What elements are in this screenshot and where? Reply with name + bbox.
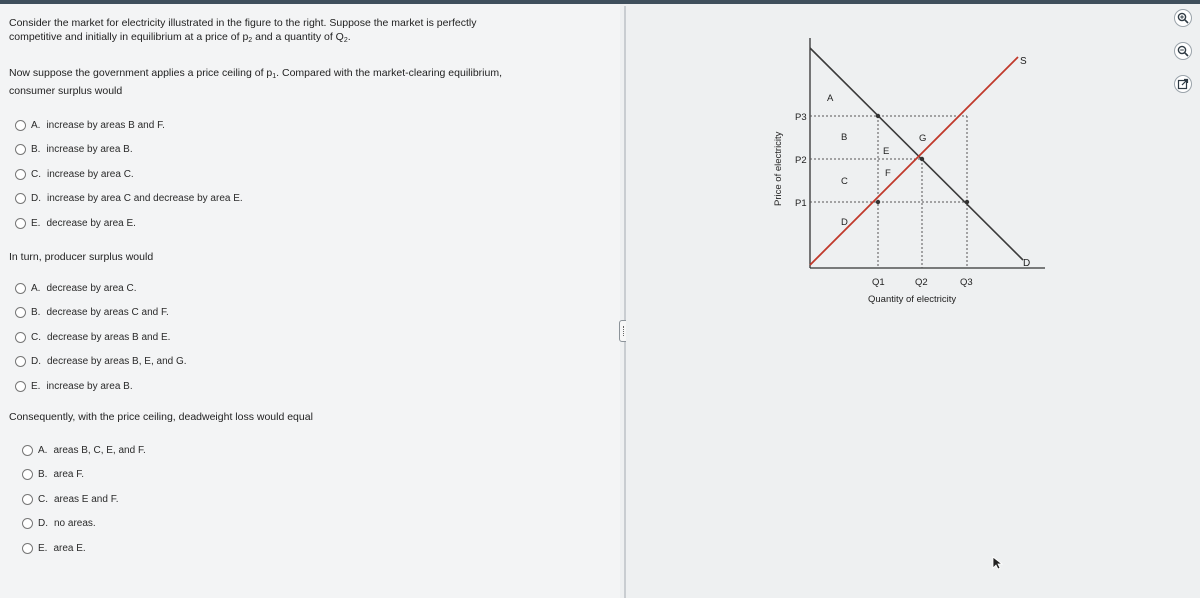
quantity-label-q3: Q3 <box>960 277 973 288</box>
option-text: decrease by areas C and F. <box>46 307 169 318</box>
area-label-c: C <box>841 176 848 187</box>
supply-demand-chart <box>755 38 1055 308</box>
zoom-out-icon[interactable] <box>1174 42 1192 60</box>
option-letter: D. <box>31 193 41 204</box>
option-text: decrease by area C. <box>46 282 137 294</box>
area-label-f: F <box>885 168 891 179</box>
popout-icon[interactable] <box>1174 75 1192 93</box>
deadweight_options-option-b[interactable] <box>22 468 84 482</box>
radio-button[interactable] <box>15 307 26 318</box>
option-text: increase by area C. <box>47 168 134 180</box>
question-pane <box>0 4 620 598</box>
option-text: increase by area C and decrease by area E. <box>47 193 243 204</box>
option-text: increase by area B. <box>46 380 133 392</box>
producer-surplus-prompt: In turn, producer surplus would <box>9 251 154 263</box>
option-text: decrease by areas B, E, and G. <box>47 356 187 367</box>
area-label-b: B <box>841 132 848 143</box>
option-letter: D. <box>31 356 41 367</box>
option-letter: D. <box>38 518 48 529</box>
deadweight_options-option-a[interactable] <box>22 443 146 457</box>
option-text: areas E and F. <box>54 493 119 505</box>
option-letter: C. <box>38 493 48 505</box>
option-letter: B. <box>31 144 41 155</box>
question-intro-line2: competitive and initially in equilibrium at a price of $p_2$ and a quantity of $Q_2$. <box>9 31 351 44</box>
zoom-in-icon[interactable] <box>1174 9 1192 27</box>
supply-curve <box>810 57 1018 265</box>
option-text: increase by area B. <box>46 144 133 155</box>
radio-button[interactable] <box>15 332 26 343</box>
option-letter: E. <box>31 380 41 392</box>
supply-label: S <box>1020 56 1027 67</box>
radio-button[interactable] <box>15 218 26 229</box>
deadweight_options-option-e[interactable] <box>22 541 86 555</box>
price-label-p3: P3 <box>795 112 807 123</box>
point-q1-p1 <box>876 200 880 204</box>
option-text: area E. <box>53 542 86 554</box>
area-label-a: A <box>827 93 834 104</box>
deadweight-loss-prompt: Consequently, with the price ceiling, deadweight loss would equal <box>9 411 313 423</box>
radio-button[interactable] <box>15 144 26 155</box>
radio-button[interactable] <box>15 193 26 204</box>
producer_surplus_options-option-d[interactable] <box>15 355 187 369</box>
producer_surplus_options-option-e[interactable] <box>15 379 133 393</box>
consumer_surplus_options-option-c[interactable] <box>15 167 134 181</box>
option-letter: A. <box>31 119 41 131</box>
radio-button[interactable] <box>22 469 33 480</box>
option-text: decrease by area E. <box>46 217 136 229</box>
consumer_surplus_options-option-b[interactable] <box>15 143 133 157</box>
radio-button[interactable] <box>22 543 33 554</box>
price-label-p1: P1 <box>795 198 807 209</box>
radio-button[interactable] <box>15 169 26 180</box>
deadweight_options-option-c[interactable] <box>22 492 118 506</box>
option-letter: C. <box>31 168 41 180</box>
radio-button[interactable] <box>22 518 33 529</box>
quantity-label-q2: Q2 <box>915 277 928 288</box>
option-letter: C. <box>31 331 41 343</box>
producer_surplus_options-option-c[interactable] <box>15 330 170 344</box>
option-letter: A. <box>38 444 48 456</box>
mouse-cursor-icon <box>992 556 1004 570</box>
option-text: no areas. <box>54 518 96 529</box>
producer_surplus_options-option-a[interactable] <box>15 281 137 295</box>
area-label-d: D <box>841 217 848 228</box>
quantity-label-q1: Q1 <box>872 277 885 288</box>
radio-button[interactable] <box>22 445 33 456</box>
y-axis-label: Price of electricity <box>773 131 784 206</box>
point-q3-p1 <box>965 200 969 204</box>
option-letter: E. <box>38 542 48 554</box>
consumer_surplus_options-option-e[interactable] <box>15 216 136 230</box>
point-q1-p3 <box>876 114 880 118</box>
question-intro-line1: Consider the market for electricity illustrated in the figure to the right. Suppose the market is perfectly <box>9 17 477 29</box>
price-label-p2: P2 <box>795 155 807 166</box>
equilibrium-point <box>920 157 924 161</box>
option-text: increase by areas B and F. <box>46 119 165 131</box>
consumer-surplus-prompt: consumer surplus would <box>9 85 123 97</box>
option-letter: A. <box>31 282 41 294</box>
demand-label: D <box>1023 258 1031 269</box>
consumer_surplus_options-option-d[interactable] <box>15 192 243 206</box>
radio-button[interactable] <box>22 494 33 505</box>
price-ceiling-text: Now suppose the government applies a price ceiling of $p_1$. Compared with the market-clearing equilibrium, <box>9 67 502 80</box>
consumer_surplus_options-option-a[interactable] <box>15 118 165 132</box>
radio-button[interactable] <box>15 283 26 294</box>
option-letter: E. <box>31 217 41 229</box>
deadweight_options-option-d[interactable] <box>22 517 96 531</box>
option-text: areas B, C, E, and F. <box>53 444 146 456</box>
area-label-e: E <box>883 146 890 157</box>
option-text: area F. <box>53 469 85 480</box>
radio-button[interactable] <box>15 356 26 367</box>
option-letter: B. <box>31 307 41 318</box>
demand-curve <box>810 48 1023 260</box>
x-axis-label: Quantity of electricity <box>868 294 957 305</box>
radio-button[interactable] <box>15 381 26 392</box>
radio-button[interactable] <box>15 120 26 131</box>
area-label-g: G <box>919 133 927 144</box>
producer_surplus_options-option-b[interactable] <box>15 306 169 320</box>
option-text: decrease by areas B and E. <box>47 331 171 343</box>
option-letter: B. <box>38 469 48 480</box>
